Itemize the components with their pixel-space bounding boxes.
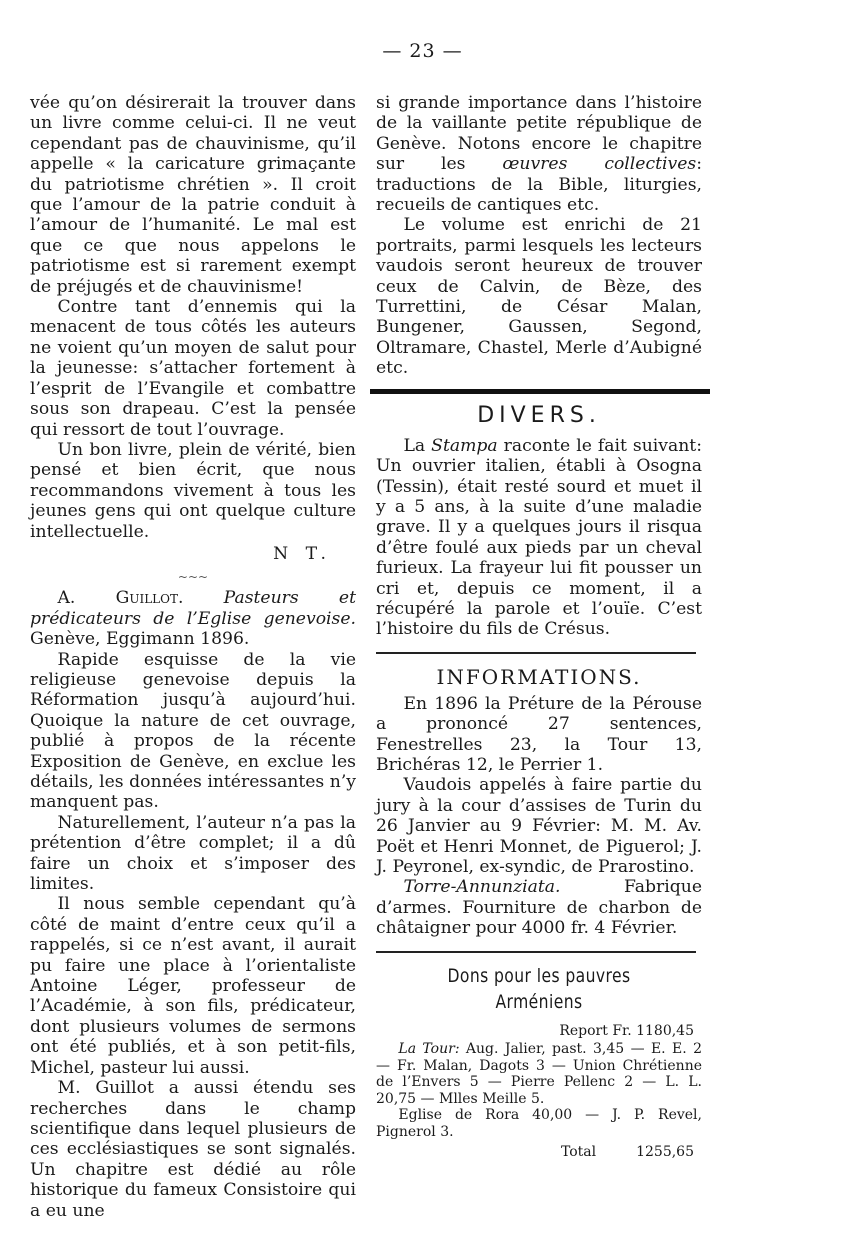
emphasis: œuvres collectives	[502, 154, 697, 175]
reference-author: A. Guillot.	[57, 588, 184, 609]
text-run: Fabrique d’armes. Fourniture de charbon de châtaigner pour 4000 fr. 4 Février.	[376, 877, 702, 939]
emphasis: Stampa	[431, 435, 498, 456]
text-run: Aug. Jalier, past. 3,45 — E. E. 2 — Fr. Malan, Dagots 3 — Union Chrétienne de l’Envers 5 — Pierre Pellenc 2 — L. L. 20,75 — Mlles Meille 5.	[376, 1041, 702, 1107]
total-label: Total	[560, 1144, 597, 1161]
donation-entry	[376, 1041, 702, 1107]
paragraph	[376, 436, 702, 640]
reference-title: Pasteurs et prédicateurs de l’Eglise genevoise.	[30, 588, 356, 629]
text-run: : traductions de la Bible, liturgies, recueils de cantiques etc.	[376, 154, 702, 216]
paragraph: Contre tant d’ennemis qui la menacent de tous côtés les auteurs ne voient qu’un moyen de salut pour la jeunesse: s’attacher fortement à l’esprit de l’Evangile et combattre sous son drapeau. C’est la pensée qui ressort de tout l’ouvrage.	[30, 297, 356, 440]
page-number: — 23 —	[382, 40, 463, 62]
donations-list	[376, 1023, 702, 1161]
section-heading-informations: INFORMATIONS.	[436, 664, 642, 689]
donation-entry: Eglise de Rora 40,00 — J. P. Revel, Pignerol 3.	[376, 1107, 702, 1140]
ornament-divider: ~~~	[177, 570, 209, 585]
paragraph: Le volume est enrichi de 21 portraits, parmi lesquels les lecteurs vaudois seront heureux de trouver ceux de Calvin, de Bèze, des Turrettini, de César Malan, Bungener, Gaussen, Segond, Oltramare, Chastel, Merle d’Aubigné etc.	[376, 215, 702, 379]
section-heading-dons: Dons pour les pauvres Arméniens	[447, 964, 631, 1013]
emphasis: Torre-Annunziata.	[403, 877, 561, 898]
total-line	[376, 1144, 702, 1161]
section-divider	[376, 951, 696, 953]
text-run: si grande importance dans l’histoire de la vaillante petite république de Genève. Notons encore le chapitre sur les	[376, 93, 702, 175]
paragraph: Il nous semble cependant qu’à côté de maint d’entre ceux qu’il a rappelés, si ce n’est avant, il aurait pu faire une place à l’orientaliste Antoine Léger, professeur de l’Académie, à son fils, prédicateur, dont plusieurs volumes de sermons ont été publiés, et à son petit-fils, Michel, pasteur lui aussi.	[30, 894, 356, 1078]
paragraph: Vaudois appelés à faire partie du jury à la cour d’assises de Turin du 26 Janvier au 9 Février: M. M. Av. Poët et Henri Monnet, de Piguerol; J. J. Peyronel, ex-syndic, de Prarostino.	[376, 775, 702, 877]
left-column	[30, 93, 356, 1221]
section-heading-divers: DIVERS.	[477, 402, 601, 428]
paragraph: M. Guillot a aussi étendu ses recherches dans le champ scientifique dans lequel plusieurs de ces ecclésiastiques se sont signalés. Un chapitre est dédié au rôle historique du fameux Consistoire qui a eu une	[30, 1078, 356, 1221]
report-line: Report Fr. 1180,45	[559, 1022, 694, 1039]
section-divider	[376, 652, 696, 654]
book-reference	[30, 588, 356, 649]
paragraph	[376, 877, 702, 938]
paragraph: vée qu’on désirerait la trouver dans un livre comme celui-ci. Il ne veut cependant pas de chauvinisme, qu’il appelle « la caricature grimaçante du patriotisme chrétien ». Il croit que l’amour de la patrie conduit à l’amour de l’humanité. Le mal est que ce que nous appelons le patriotisme est si rarement exempt de préjugés et de chauvinisme!	[30, 93, 356, 297]
section-divider	[370, 389, 710, 394]
paragraph	[376, 93, 702, 215]
right-column	[376, 93, 702, 1161]
reference-publisher: Genève, Eggimann 1896.	[30, 629, 250, 650]
paragraph: Rapide esquisse de la vie religieuse genevoise depuis la Réformation jusqu’à aujourd’hui. Quoique la nature de cet ouvrage, publié à propos de la récente Exposition de Genève, en exclue les détails, les données intéressantes n’y manquent pas.	[30, 649, 356, 813]
paragraph: Un bon livre, plein de vérité, bien pensé et bien écrit, que nous recommandons vivement à tous les jeunes gens qui ont quelque culture intellectuelle.	[30, 439, 356, 542]
emphasis: La Tour:	[398, 1041, 460, 1058]
text-run: La	[403, 435, 432, 456]
total-value: 1255,65	[636, 1144, 694, 1161]
author-signature: N T.	[273, 543, 332, 564]
paragraph: Naturellement, l’auteur n’a pas la prétention d’être complet; il a dû faire un choix et s’imposer des limites.	[30, 812, 356, 895]
text-run: raconte le fait suivant: Un ouvrier italien, établi à Osogna (Tessin), était resté sourd et muet il y a 5 ans, à la suite d’une maladie grave. Il y a quelques jours il risqua d’être foulé aux pieds par un cheval furieux. La frayeur lui fit pousser un cri et, depuis ce moment, il a récupéré la parole et l’ouïe. C’est l’histoire du fils de Crésus.	[376, 435, 702, 640]
paragraph: En 1896 la Préture de la Pérouse a prononcé 27 sentences, Fenestrelles 23, la Tour 13, Brichéras 12, le Perrier 1.	[376, 693, 702, 775]
